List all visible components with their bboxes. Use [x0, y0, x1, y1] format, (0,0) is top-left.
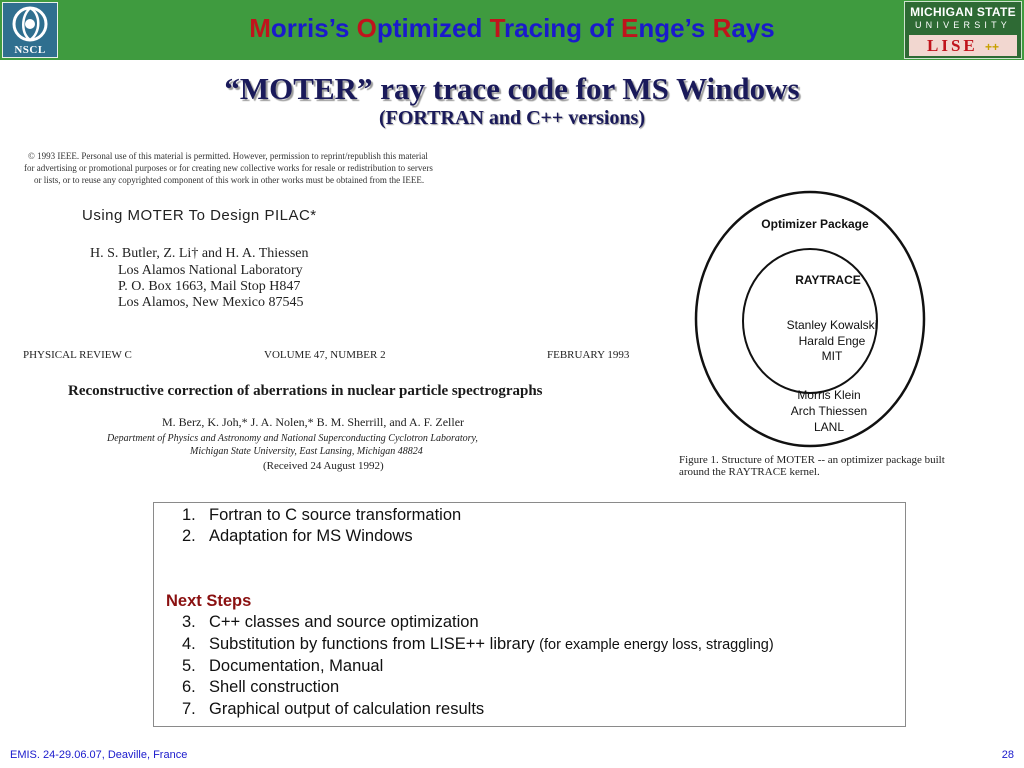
header-bar — [0, 0, 1024, 60]
list-item: 7. Graphical output of calculation results — [182, 700, 485, 718]
nscl-logo-text: NSCL — [14, 44, 46, 56]
inner-name: Harald Enge — [798, 334, 866, 348]
paper2-department-line: Michigan State University, East Lansing, Michigan 48824 — [190, 446, 423, 457]
paper2-journal: PHYSICAL REVIEW C — [23, 349, 132, 361]
lise-logo-text: LISE ++ — [909, 35, 1017, 56]
page-number: 28 — [1001, 749, 1014, 761]
moter-structure-diagram — [694, 190, 926, 452]
title-part-2: Optimized — [356, 13, 490, 43]
list-item: 2. Adaptation for MS Windows — [182, 527, 413, 545]
inner-name: Stanley Kowalski — [786, 318, 878, 332]
paper1-affiliation-line: Los Alamos National Laboratory — [118, 263, 303, 278]
next-steps-heading: Next Steps — [166, 592, 252, 610]
paper2-volume: VOLUME 47, NUMBER 2 — [264, 349, 386, 361]
paper1-title: Using MOTER To Design PILAC* — [82, 207, 317, 224]
outer-label: Optimizer Package — [761, 217, 869, 231]
inner-label: RAYTRACE — [795, 273, 861, 287]
paper2-received: (Received 24 August 1992) — [263, 460, 384, 472]
paper2-department-line: Department of Physics and Astronomy and National Superconducting Cyclotron Laboratory, — [107, 433, 478, 444]
paper1-affiliation-line: P. O. Box 1663, Mail Stop H847 — [118, 279, 301, 294]
slide-subtitle: (FORTRAN and C++ versions) — [379, 107, 645, 129]
paper2-authors: M. Berz, K. Joh,* J. A. Nolen,* B. M. Sherrill, and A. F. Zeller — [162, 415, 465, 429]
task-list-box — [153, 502, 906, 727]
paper1-authors: H. S. Butler, Z. Li† and H. A. Thiessen — [90, 246, 309, 261]
title-part-1: Morris’s — [249, 13, 357, 43]
slide-title: “MOTER” ray trace code for MS Windows — [224, 71, 800, 106]
outer-name: LANL — [813, 420, 845, 434]
header-title — [0, 13, 1024, 44]
msu-name-line1: MICHIGAN STATE — [910, 5, 1016, 19]
paper2-title: Reconstructive correction of aberrations in nuclear particle spectrographs — [68, 383, 543, 399]
msu-name-line2: UNIVERSITY — [914, 20, 1011, 30]
list-item: 3. C++ classes and source optimization — [182, 613, 479, 631]
title-part-4: Enge’s — [621, 13, 713, 43]
inner-name: MIT — [821, 349, 843, 363]
figure-caption: Figure 1. Structure of MOTER -- an optimizer package built around the RAYTRACE kernel. — [679, 454, 945, 478]
list-item: 6. Shell construction — [182, 678, 340, 696]
outer-name: Arch Thiessen — [790, 404, 868, 418]
list-item: 5. Documentation, Manual — [182, 657, 384, 675]
list-item: 1. Fortran to C source transformation — [182, 506, 462, 524]
title-part-5: Rays — [712, 13, 775, 43]
footer-conference: EMIS. 24-29.06.07, Deaville, France — [10, 749, 188, 761]
paper2-date: FEBRUARY 1993 — [547, 349, 630, 361]
copyright-notice: © 1993 IEEE. Personal use of this material is permitted. However, permission to reprint/republish this material for advertising or promotional purposes or for creating new collective works for resale or redistribution to servers or lists, or to reuse any copyrighted component of this work in other works must be obtained from the IEEE. — [24, 151, 433, 185]
outer-name: Morris Klein — [797, 388, 861, 402]
msu-lise-logo — [904, 1, 1022, 59]
title-part-3: Tracing of — [489, 13, 622, 43]
list-item: 4. Substitution by functions from LISE++ library (for example energy loss, straggling) — [182, 635, 774, 653]
paper1-affiliation-line: Los Alamos, New Mexico 87545 — [118, 295, 304, 310]
